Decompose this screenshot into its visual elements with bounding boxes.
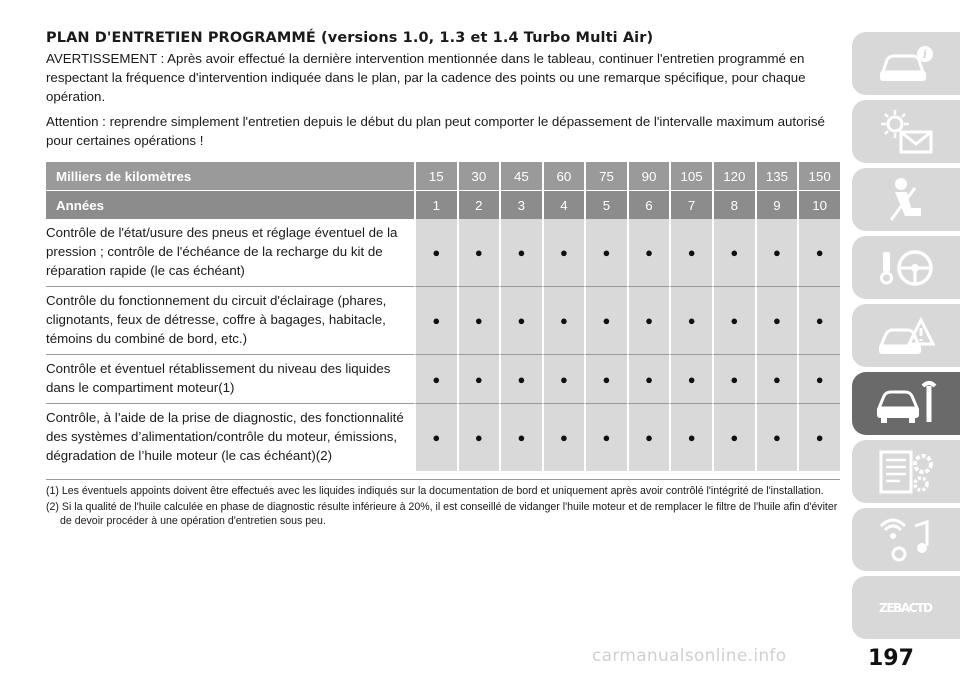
km-header-cell: 75: [584, 162, 627, 191]
attention-paragraph: Attention : reprendre simplement l'entretien depuis le début du plan peut comporter le dépassement de l'intervalle maximum autorisé pour certaines opérations !: [46, 114, 825, 148]
km-header-cell: 45: [499, 162, 542, 191]
footnote-1: (1) Les éventuels appoints doivent être effectués avec les liquides indiqués sur la documentation de bord et uniquement après avoir contrôlé l'intégrité de l'installation.: [46, 485, 824, 497]
interval-dot: ●: [584, 219, 627, 287]
years-header-cell: 9: [755, 191, 798, 219]
tab-maintenance[interactable]: [852, 372, 960, 435]
warning-paragraph: AVERTISSEMENT : Après avoir effectué la dernière intervention mentionnée dans le tableau, continuer l'entretien programmé en respectant la fréquence d'intervention indiquée dans le plan, par la cadence des points ou une remarque spécifique, pour chaque opération.: [46, 51, 806, 104]
interval-dot: ●: [414, 355, 457, 404]
breakdown-icon: [871, 310, 941, 362]
interval-dot: ●: [712, 287, 755, 355]
years-header-cell: 2: [457, 191, 500, 219]
interval-dot: ●: [542, 287, 585, 355]
interval-dot: ●: [669, 355, 712, 404]
operation-label: Contrôle de l'état/usure des pneus et réglage éventuel de la pression ; contrôle de l'échéance de la recharge du kit de réparation rapide (le cas échéant): [46, 219, 414, 287]
years-header-label: Années: [46, 191, 414, 219]
interval-dot: ●: [627, 219, 670, 287]
car-info-icon: [871, 38, 941, 90]
car-maintenance-icon: [871, 378, 941, 430]
years-header-cell: 8: [712, 191, 755, 219]
years-header-cell: 3: [499, 191, 542, 219]
interval-dot: ●: [584, 287, 627, 355]
interval-dot: ●: [457, 355, 500, 404]
tab-multimedia[interactable]: [852, 508, 960, 571]
interval-dot: ●: [712, 404, 755, 471]
interval-dot: ●: [627, 355, 670, 404]
interval-dot: ●: [542, 219, 585, 287]
interval-dot: ●: [414, 219, 457, 287]
page-title: PLAN D'ENTRETIEN PROGRAMMÉ (versions 1.0, 1.3 et 1.4 Turbo Multi Air): [46, 30, 654, 46]
table-row: [46, 219, 840, 287]
years-header-cell: 4: [542, 191, 585, 219]
km-header-cell: 90: [627, 162, 670, 191]
alphabetical-index-icon: [871, 582, 941, 634]
interval-dot: ●: [414, 404, 457, 471]
operation-label: Contrôle, à l’aide de la prise de diagnostic, des fonctionnalité des systèmes d’alimentation/contrôle du moteur, émissions, dégradation de l’huile moteur (le cas échéant)(2): [46, 410, 404, 463]
interval-dot: ●: [457, 404, 500, 471]
km-header-cell: 30: [457, 162, 500, 191]
years-header-cell: 5: [584, 191, 627, 219]
km-header-row: [46, 162, 840, 191]
interval-dot: ●: [797, 219, 840, 287]
tab-emergency[interactable]: [852, 304, 960, 367]
interval-dot: ●: [755, 287, 798, 355]
km-header-cell: 135: [755, 162, 798, 191]
warning-lights-icon: [871, 106, 941, 158]
years-header-row: [46, 191, 840, 219]
tab-warning-lights[interactable]: [852, 100, 960, 163]
footnote-2: (2) Si la qualité de l'huile calculée en phase de diagnostic résulte inférieure à 20%, il est conseillé de vidanger l'huile moteur et de remplacer le filtre de l'huile afin d'éviter de devoir procéder à une opération d'entretien sous peu.: [46, 501, 838, 527]
years-header-cell: 7: [669, 191, 712, 219]
interval-dot: ●: [669, 287, 712, 355]
interval-dot: ●: [755, 355, 798, 404]
interval-dot: ●: [499, 219, 542, 287]
interval-dot: ●: [499, 404, 542, 471]
interval-dot: ●: [797, 287, 840, 355]
multimedia-icon: [871, 514, 941, 566]
table-row: [46, 355, 840, 404]
footnotes: [46, 479, 840, 528]
interval-dot: ●: [584, 404, 627, 471]
interval-dot: ●: [627, 404, 670, 471]
watermark: carmanualsonline.info: [592, 646, 787, 666]
maintenance-table: [46, 162, 840, 471]
interval-dot: ●: [669, 219, 712, 287]
interval-dot: ●: [542, 355, 585, 404]
table-row: [46, 287, 840, 355]
interval-dot: ●: [712, 355, 755, 404]
alpha-letters: Z E B A C T D: [879, 600, 933, 615]
svg-text:i: i: [922, 47, 928, 61]
interval-dot: ●: [755, 404, 798, 471]
interval-dot: ●: [797, 404, 840, 471]
interval-dot: ●: [669, 404, 712, 471]
operation-label: Contrôle et éventuel rétablissement du niveau des liquides dans le compartiment moteur(1): [46, 355, 414, 404]
technical-data-icon: [871, 446, 941, 498]
km-header-cell: 15: [414, 162, 457, 191]
km-header-cell: 105: [669, 162, 712, 191]
operation-label: Contrôle du fonctionnement du circuit d'éclairage (phares, clignotants, feux de détresse, coffre à bagages, habitacle, témoins du combiné de bord, etc.): [46, 287, 414, 355]
interval-dot: ●: [755, 219, 798, 287]
tab-technical-data[interactable]: [852, 440, 960, 503]
page-number: 197: [868, 646, 914, 671]
tab-car-info[interactable]: [852, 32, 960, 95]
interval-dot: ●: [627, 287, 670, 355]
page-content: [46, 30, 840, 530]
interval-dot: ●: [457, 219, 500, 287]
km-header-cell: 120: [712, 162, 755, 191]
interval-dot: ●: [499, 287, 542, 355]
interval-dot: ●: [797, 355, 840, 404]
km-header-cell: 150: [797, 162, 840, 191]
table-row: [46, 404, 840, 471]
interval-dot: ●: [457, 287, 500, 355]
km-header-cell: 60: [542, 162, 585, 191]
chapter-tabs: [852, 32, 960, 644]
km-header-label: Milliers de kilomètres: [46, 162, 414, 191]
years-header-cell: 1: [414, 191, 457, 219]
tab-starting-driving[interactable]: [852, 236, 960, 299]
interval-dot: ●: [542, 404, 585, 471]
interval-dot: ●: [499, 355, 542, 404]
key-steering-icon: [871, 242, 941, 294]
interval-dot: ●: [712, 219, 755, 287]
tab-safety[interactable]: [852, 168, 960, 231]
seat-airbag-icon: [871, 174, 941, 226]
tab-index[interactable]: [852, 576, 960, 639]
years-header-cell: 10: [797, 191, 840, 219]
years-header-cell: 6: [627, 191, 670, 219]
interval-dot: ●: [584, 355, 627, 404]
interval-dot: ●: [414, 287, 457, 355]
